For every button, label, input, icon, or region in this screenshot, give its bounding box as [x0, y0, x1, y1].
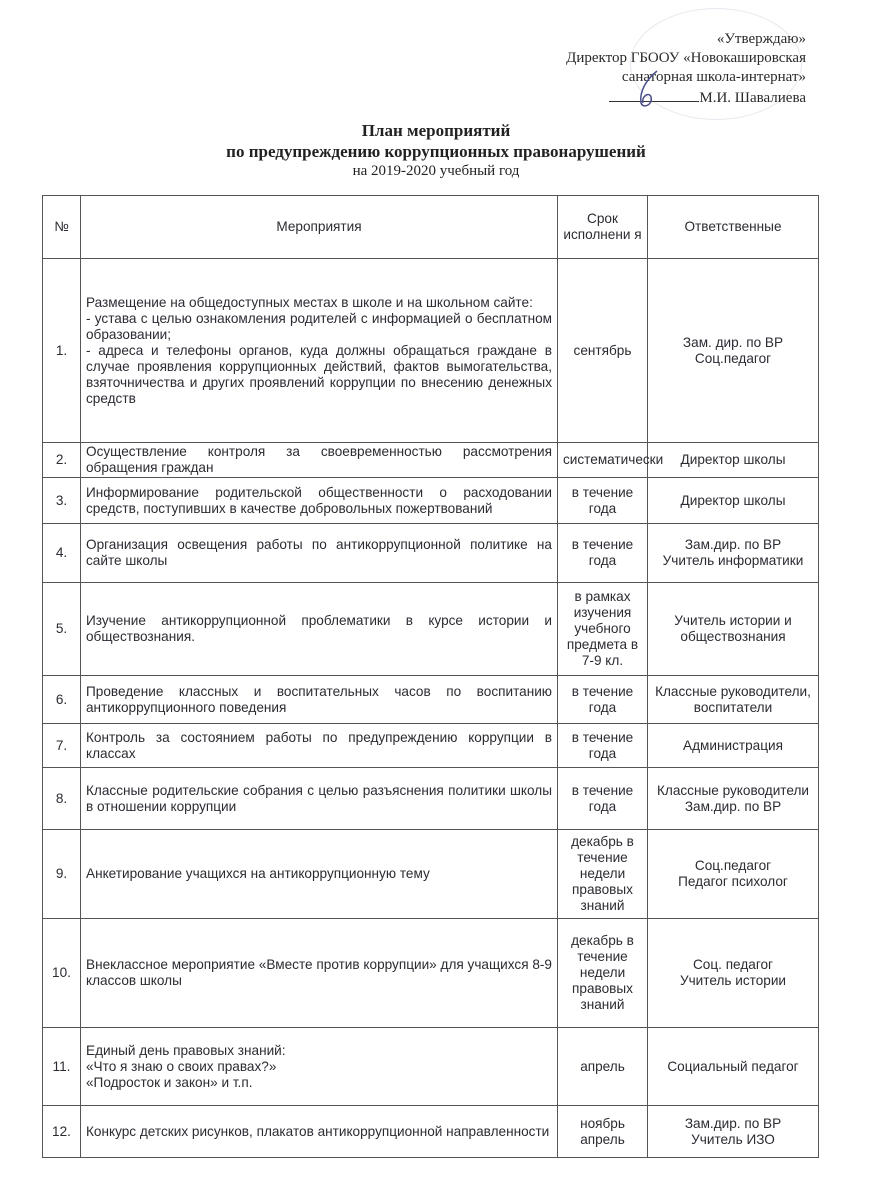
term-cell: в рамках изучения учебного предмета в 7-9 кл.: [558, 583, 648, 676]
responsible-cell: [648, 830, 819, 919]
table-row: [43, 768, 819, 830]
header-responsible: Ответственные: [648, 196, 819, 259]
header-number: №: [43, 196, 81, 259]
activity-text: Организация освещения работы по антикоррупционной политике на сайте школы: [86, 537, 552, 568]
responsible-text: Учитель информатики: [662, 553, 804, 568]
responsible-text: Администрация: [683, 737, 783, 753]
activity-cell: [81, 443, 558, 478]
responsible-text: Зам. дир. по ВР: [682, 334, 784, 350]
table-row: [43, 443, 819, 478]
responsible-text: Педагог психолог: [678, 874, 788, 889]
responsible-text: Зам.дир. по ВР: [684, 1115, 782, 1131]
responsible-cell: [648, 443, 819, 478]
approval-line: Директор ГБООУ «Новокашировская: [566, 50, 806, 66]
responsible-text: Соц. педагог: [692, 957, 773, 972]
responsible-cell: [648, 259, 819, 443]
term-cell: в течение года: [558, 724, 648, 768]
row-number: 10.: [43, 919, 81, 1028]
responsible-text: Директор школы: [680, 452, 786, 467]
header-activity: Мероприятия: [81, 196, 558, 259]
activity-text: Контроль за состоянием работы по предупреждению коррупции в классах: [86, 729, 552, 761]
activity-text: - адреса и телефоны органов, куда должны обращаться граждане в случае проявления коррупционных действий, фактов вымогательства, взяточничества и других проявлений коррупции по внесению денежных средств: [86, 342, 552, 406]
term-cell: в течение года: [558, 768, 648, 830]
responsible-cell: [648, 524, 819, 583]
responsible-cell: [648, 478, 819, 524]
responsible-cell: [648, 724, 819, 768]
table-row: [43, 919, 819, 1028]
responsible-cell: [648, 1106, 819, 1158]
row-number: 2.: [43, 443, 81, 478]
term-cell: систематически: [558, 443, 648, 478]
activity-cell: [81, 478, 558, 524]
row-number: 3.: [43, 478, 81, 524]
row-number: 7.: [43, 724, 81, 768]
signature: [609, 87, 699, 102]
activity-text: «Что я знаю о своих правах?»: [86, 1058, 277, 1074]
row-number: 5.: [43, 583, 81, 676]
approval-signature-line: [566, 87, 806, 108]
activity-text: Внеклассное мероприятие «Вместе против коррупции» для учащихся 8-9 классов школы: [86, 957, 552, 988]
term-cell: сентябрь: [558, 259, 648, 443]
table-header-row: [43, 196, 819, 259]
responsible-text: Учитель ИЗО: [691, 1131, 775, 1147]
term-cell: декабрь в течение недели правовых знаний: [558, 919, 648, 1028]
activity-text: - устава с целью ознакомления родителей с информацией о бесплатном образовании;: [86, 310, 552, 342]
row-number: 8.: [43, 768, 81, 830]
activity-text: Изучение антикоррупционной проблематики в курсе истории и обществознания.: [86, 613, 552, 644]
activity-text: Размещение на общедоступных местах в школе и на школьном сайте:: [86, 294, 533, 310]
row-number: 4.: [43, 524, 81, 583]
row-number: 11.: [43, 1028, 81, 1106]
table-row: [43, 676, 819, 724]
responsible-text: Зам.дир. по ВР: [684, 798, 782, 814]
responsible-text: Зам.дир. по ВР: [684, 537, 782, 552]
term-cell: в течение года: [558, 478, 648, 524]
responsible-text: Классные руководители: [656, 782, 810, 798]
row-number: 9.: [43, 830, 81, 919]
responsible-text: Директор школы: [680, 492, 786, 508]
activity-cell: [81, 1028, 558, 1106]
activity-text: Единый день правовых знаний:: [86, 1042, 286, 1058]
activity-cell: [81, 919, 558, 1028]
activity-cell: [81, 583, 558, 676]
header-term: Срок исполнени я: [558, 196, 648, 259]
activity-text: Осуществление контроля за своевременностью рассмотрения обращения граждан: [86, 444, 552, 475]
activity-cell: [81, 676, 558, 724]
title-line-2: по предупреждению коррупционных правонарушений: [226, 142, 646, 161]
table-row: [43, 724, 819, 768]
activity-text: Проведение классных и воспитательных часов по воспитанию антикоррупционного поведения: [86, 683, 552, 715]
activity-cell: [81, 830, 558, 919]
activity-text: Классные родительские собрания с целью разъяснения политики школы в отношении коррупции: [86, 782, 552, 814]
activity-cell: [81, 1106, 558, 1158]
responsible-text: Соц.педагог: [694, 350, 772, 366]
activity-text: Анкетирование учащихся на антикоррупционную тему: [86, 866, 430, 881]
document-title: [0, 120, 872, 180]
responsible-cell: [648, 919, 819, 1028]
table-row: [43, 259, 819, 443]
activity-text: «Подросток и закон» и т.п.: [86, 1074, 253, 1090]
table-row: [43, 830, 819, 919]
table-row: [43, 478, 819, 524]
plan-table: [42, 195, 819, 1158]
director-name: М.И. Шавалиева: [699, 90, 806, 106]
table-row: [43, 1028, 819, 1106]
term-cell: апрель: [558, 1028, 648, 1106]
term-cell: в течение года: [558, 524, 648, 583]
row-number: 1.: [43, 259, 81, 443]
responsible-cell: [648, 1028, 819, 1106]
approval-block: [566, 30, 806, 108]
title-line-3: на 2019-2020 учебный год: [352, 163, 520, 179]
row-number: 6.: [43, 676, 81, 724]
table-row: [43, 1106, 819, 1158]
responsible-text: Соц.педагог: [694, 858, 772, 873]
activity-cell: [81, 724, 558, 768]
approval-line: санаторная школа-интернат»: [621, 69, 806, 85]
activity-text: Информирование родительской общественности о расходовании средств, поступивших в качестве добровольных пожертвований: [86, 484, 552, 516]
activity-cell: [81, 259, 558, 443]
responsible-text: Учитель истории и обществознания: [674, 613, 792, 644]
activity-cell: [81, 768, 558, 830]
approval-line: «Утверждаю»: [716, 31, 806, 47]
responsible-text: Учитель истории: [679, 973, 787, 988]
title-line-1: План мероприятий: [361, 121, 511, 140]
responsible-text: Классные руководители, воспитатели: [655, 683, 811, 715]
table-row: [43, 524, 819, 583]
responsible-text: Социальный педагог: [667, 1058, 799, 1074]
row-number: 12.: [43, 1106, 81, 1158]
responsible-cell: [648, 676, 819, 724]
table-row: [43, 583, 819, 676]
term-cell: декабрь в течение недели правовых знаний: [558, 830, 648, 919]
activity-cell: [81, 524, 558, 583]
term-cell: в течение года: [558, 676, 648, 724]
activity-text: Конкурс детских рисунков, плакатов антикоррупционной направленности: [86, 1123, 550, 1139]
responsible-cell: [648, 583, 819, 676]
responsible-cell: [648, 768, 819, 830]
term-cell: ноябрь апрель: [558, 1106, 648, 1158]
